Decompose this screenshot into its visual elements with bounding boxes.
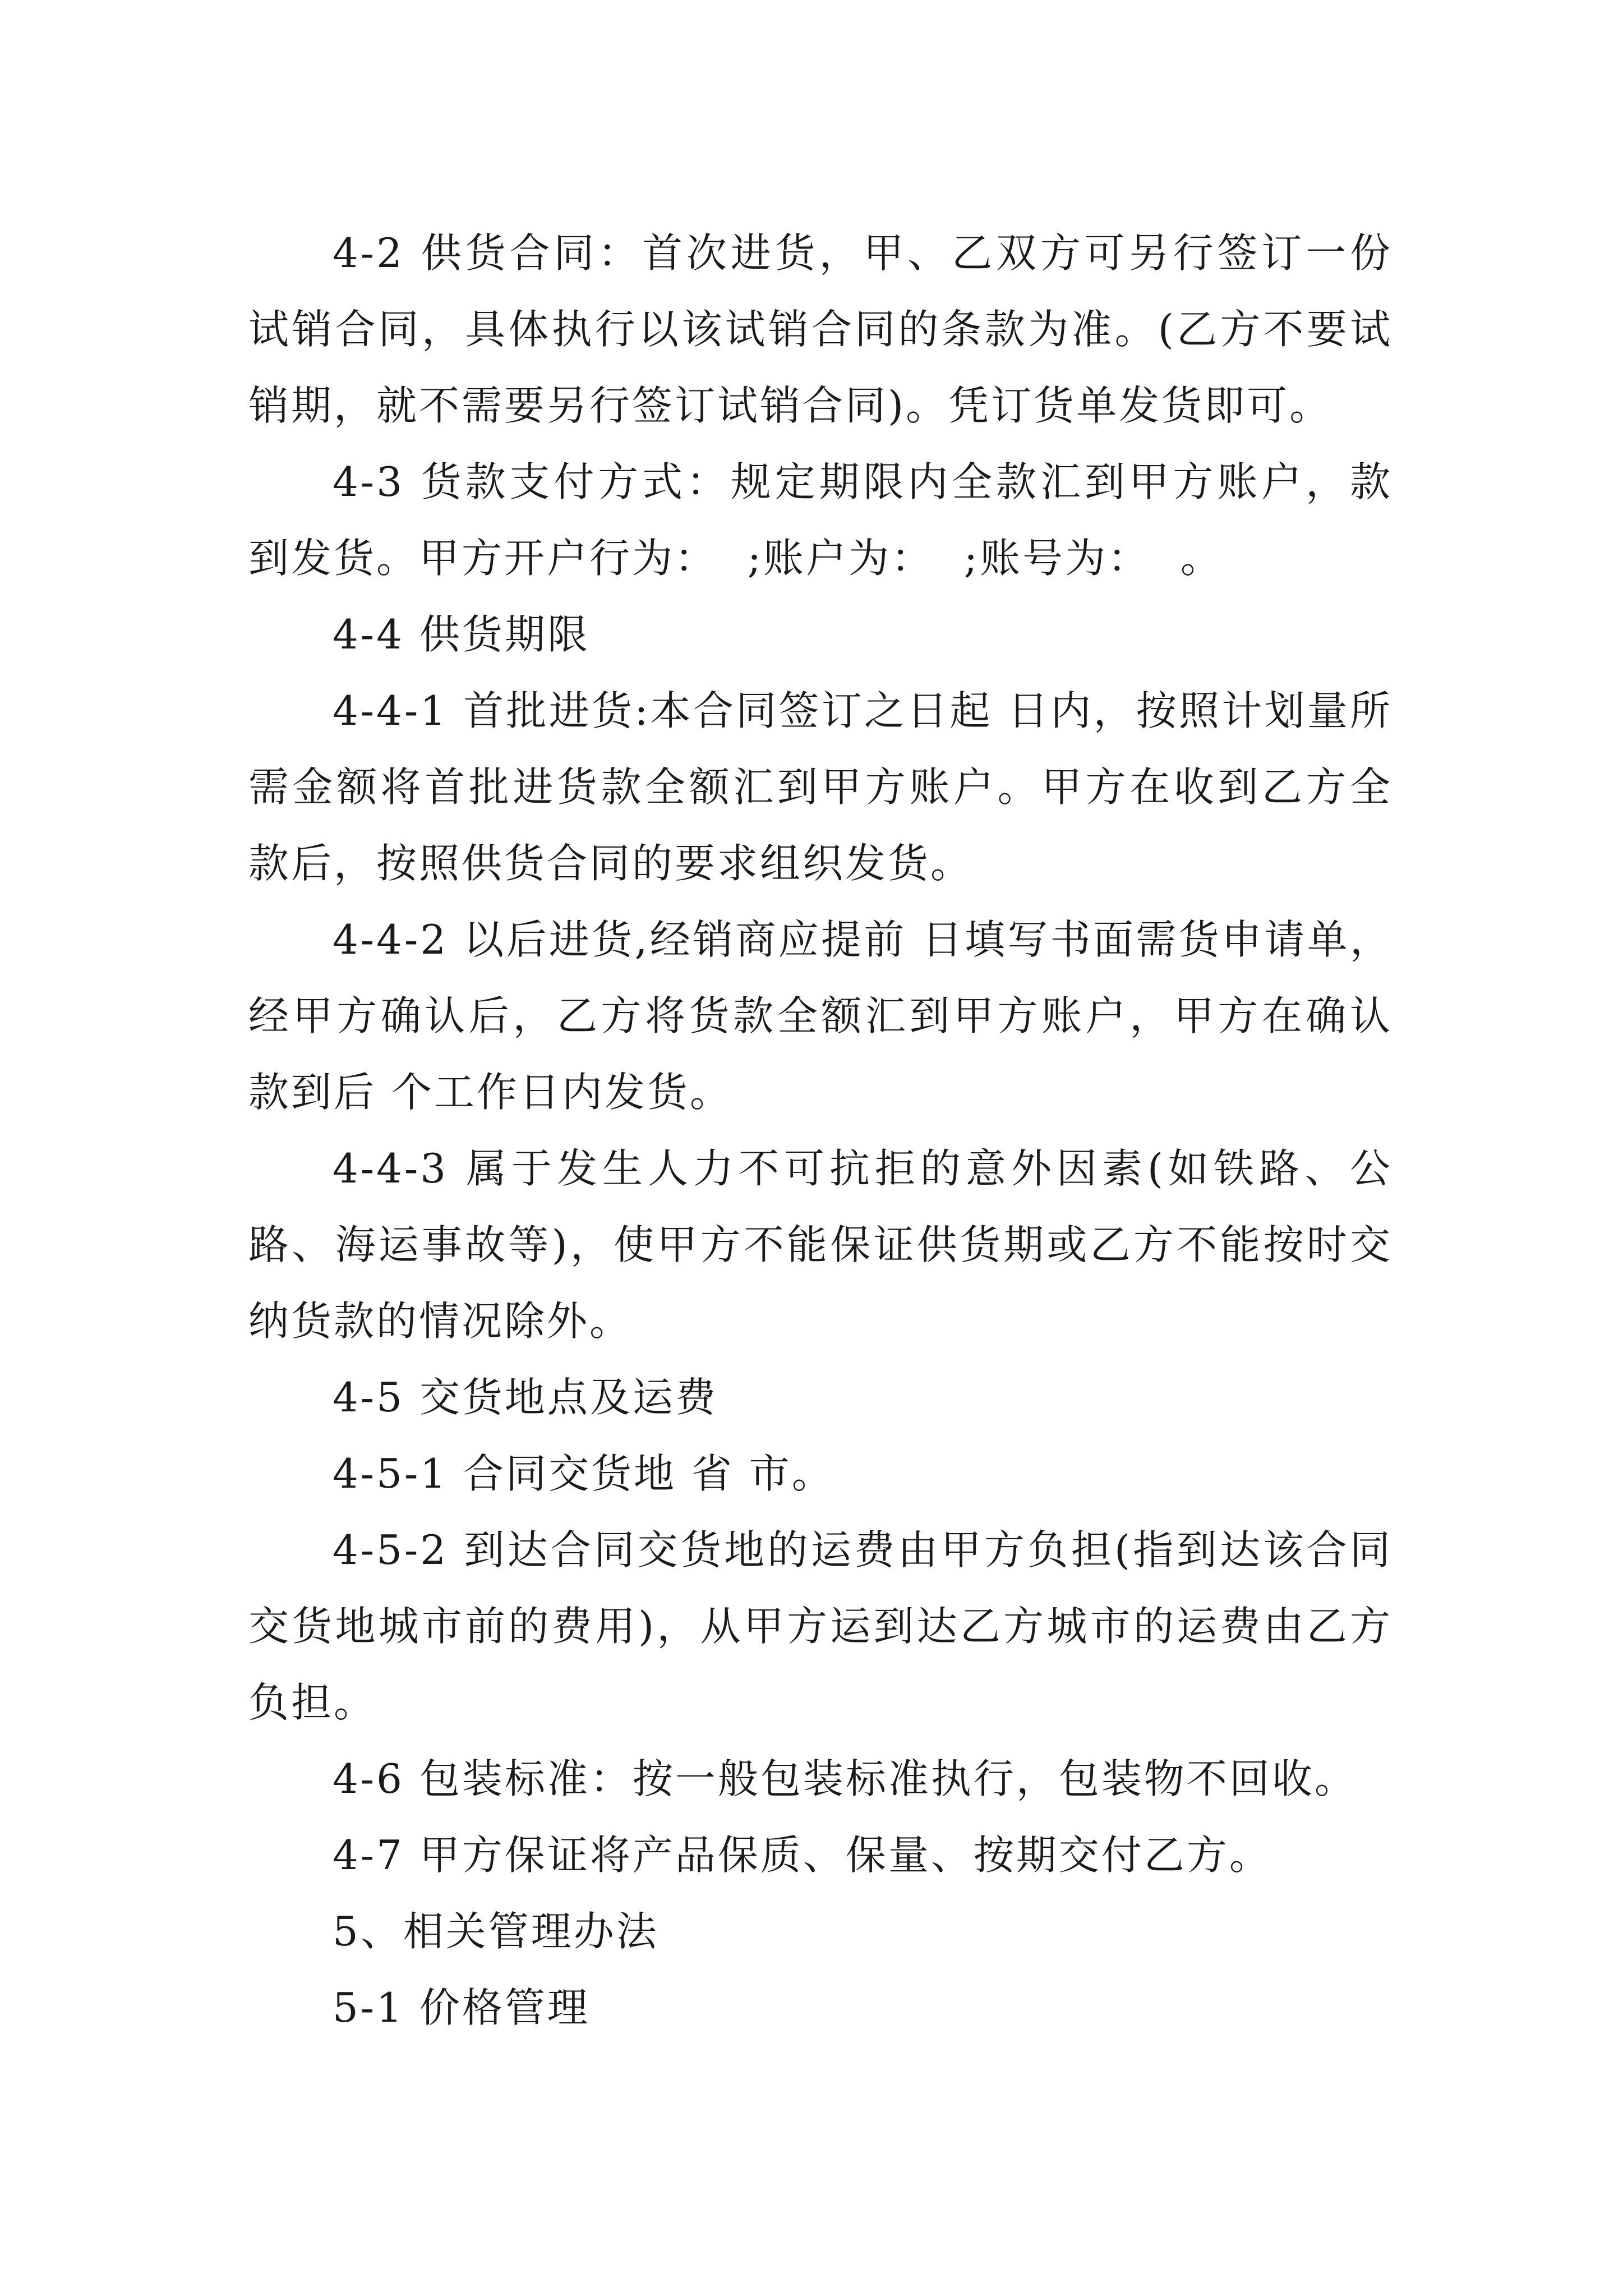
paragraph-price-management: 5-1 价格管理 (333, 1984, 590, 2031)
paragraph-delivery-heading: 4-5 交货地点及运费 (333, 1374, 718, 1421)
paragraph-quality-guarantee: 4-7 甲方保证将产品保质、保量、按期交付乙方。 (333, 1832, 1272, 1879)
paragraph-force-majeure: 4-4-3 属于发生人力不可抗拒的意外因素(如铁路、公路、海运事故等)，使甲方不能保证供货期或乙方不能按时交纳货款的情况除外。 (248, 1145, 1393, 1345)
paragraph-supply-period-heading: 4-4 供货期限 (333, 611, 590, 658)
paragraph-payment-method: 4-3 货款支付方式：规定期限内全款汇到甲方账户，款到发货。甲方开户行为： ;账户为： ;账号为： 。 (248, 458, 1393, 582)
paragraph-delivery-location: 4-5-1 合同交货地 省 市。 (333, 1450, 834, 1497)
paragraph-first-order: 4-4-1 首批进货:本合同签订之日起 日内，按照计划量所需金额将首批进货款全额汇到甲方账户。甲方在收到乙方全款后，按照供货合同的要求组织发货。 (248, 687, 1393, 887)
document-body (248, 215, 1393, 2046)
paragraph-management-heading: 5、相关管理办法 (333, 1908, 659, 1955)
paragraph-later-orders: 4-4-2 以后进货,经销商应提前 日填写书面需货申请单，经甲方确认后，乙方将货款全额汇到甲方账户，甲方在确认款到后 个工作日内发货。 (248, 916, 1393, 1116)
paragraph-packaging: 4-6 包装标准：按一般包装标准执行，包装物不回收。 (333, 1755, 1357, 1802)
paragraph-supply-contract: 4-2 供货合同：首次进货，甲、乙双方可另行签订一份试销合同，具体执行以该试销合同的条款为准。(乙方不要试销期，就不需要另行签订试销合同)。凭订货单发货即可。 (248, 229, 1393, 429)
paragraph-freight: 4-5-2 到达合同交货地的运费由甲方负担(指到达该合同交货地城市前的费用)，从甲方运到达乙方城市的运费由乙方负担。 (248, 1526, 1393, 1726)
